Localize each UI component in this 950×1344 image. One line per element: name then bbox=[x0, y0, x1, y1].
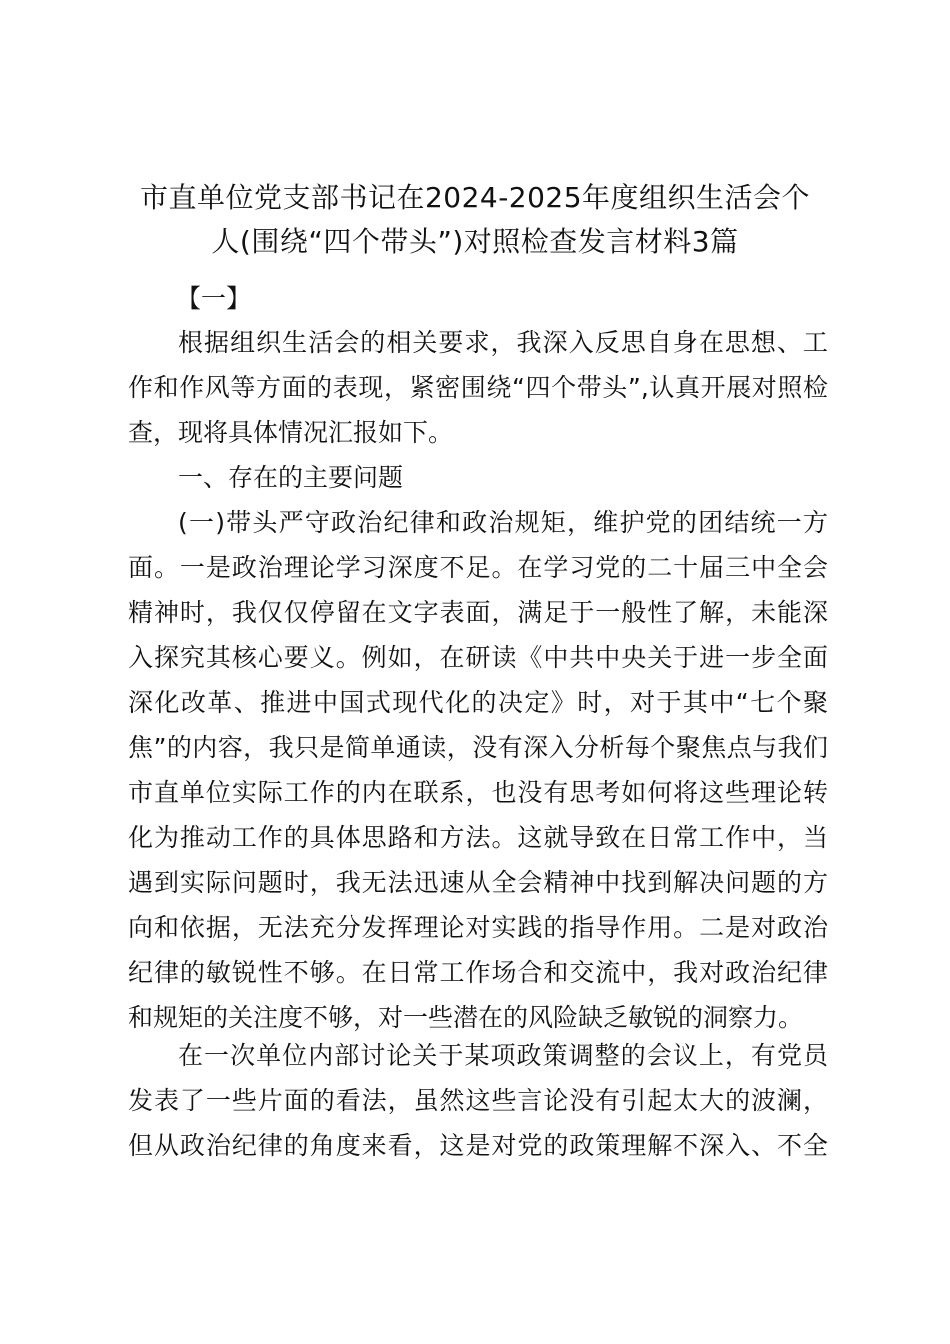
paragraph-line: 焦”的内容，我只是简单通读，没有深入分析每个聚焦点与我们 bbox=[128, 733, 828, 762]
paragraph-line: 化为推动工作的具体思路和方法。这就导致在日常工作中，当 bbox=[128, 823, 828, 852]
paragraph-line: 精神时，我仅仅停留在文字表面，满足于一般性了解，未能深 bbox=[128, 598, 828, 627]
paragraph-line: 入探究其核心要义。例如，在研读《中共中央关于进一步全面 bbox=[128, 643, 828, 672]
paragraph-line: 市直单位实际工作的内在联系，也没有思考如何将这些理论转 bbox=[128, 778, 828, 807]
title-line-2: 人(围绕“四个带头”)对照检查发言材料3篇 bbox=[211, 225, 739, 258]
section-heading: 一、存在的主要问题 bbox=[178, 463, 404, 492]
intro-line: 查，现将具体情况汇报如下。 bbox=[128, 418, 454, 447]
paragraph-problem-1 bbox=[128, 500, 828, 1040]
paragraph-line: 纪律的敏锐性不够。在日常工作场合和交流中，我对政治纪律 bbox=[128, 958, 828, 987]
paragraph-problem-2 bbox=[128, 1033, 828, 1168]
intro-line: 作和作风等方面的表现，紧密围绕“四个带头”,认真开展对照检 bbox=[128, 373, 828, 402]
paragraph-line: 向和依据，无法充分发挥理论对实践的指导作用。二是对政治 bbox=[128, 913, 828, 942]
paragraph-line: 但从政治纪律的角度来看，这是对党的政策理解不深入、不全 bbox=[128, 1131, 828, 1160]
paragraph-line: 在一次单位内部讨论关于某项政策调整的会议上，有党员 bbox=[178, 1041, 828, 1070]
section-marker: 【一】 bbox=[176, 284, 252, 313]
paragraph-line: (一)带头严守政治纪律和政治规矩，维护党的团结统一方 bbox=[178, 508, 828, 537]
document-title bbox=[120, 176, 830, 264]
paragraph-line: 面。一是政治理论学习深度不足。在学习党的二十届三中全会 bbox=[128, 553, 828, 582]
paragraph-line: 深化改革、推进中国式现代化的决定》时，对于其中“七个聚 bbox=[128, 688, 828, 717]
paragraph-line: 遇到实际问题时，我无法迅速从全会精神中找到解决问题的方 bbox=[128, 868, 828, 897]
paragraph-line: 和规矩的关注度不够，对一些潜在的风险缺乏敏锐的洞察力。 bbox=[128, 1003, 804, 1032]
intro-line: 根据组织生活会的相关要求，我深入反思自身在思想、工 bbox=[178, 328, 828, 357]
title-line-1: 市直单位党支部书记在2024-2025年度组织生活会个 bbox=[139, 181, 811, 214]
intro-paragraph bbox=[128, 320, 828, 455]
paragraph-line: 发表了一些片面的看法，虽然这些言论没有引起太大的波澜， bbox=[128, 1086, 828, 1115]
